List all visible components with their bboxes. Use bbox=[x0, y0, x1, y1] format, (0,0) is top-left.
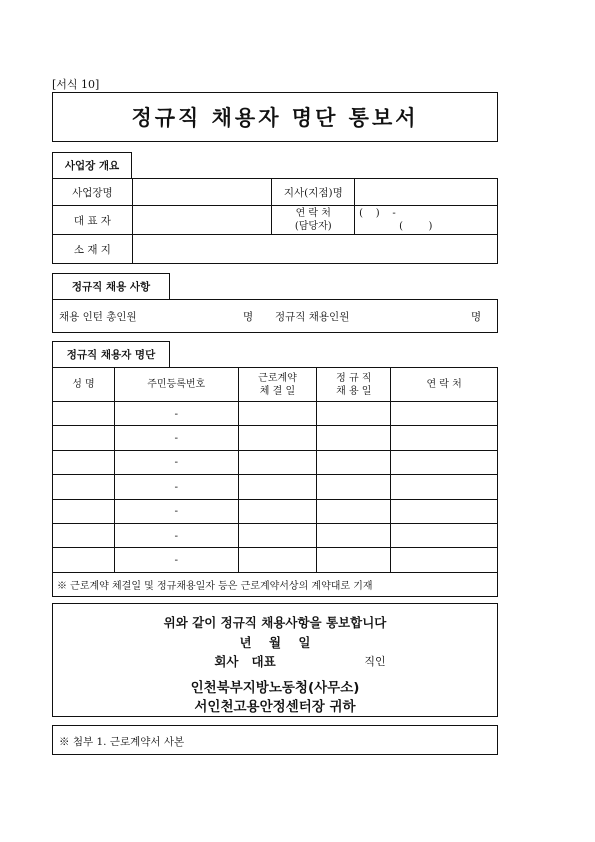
contact-cell[interactable] bbox=[391, 402, 498, 426]
contract-date-cell[interactable] bbox=[238, 523, 317, 547]
branch-name-field[interactable] bbox=[355, 179, 498, 206]
table-row bbox=[53, 402, 498, 426]
hire-date-cell[interactable] bbox=[317, 499, 391, 523]
name-cell[interactable] bbox=[53, 426, 115, 450]
contact-cell[interactable] bbox=[391, 523, 498, 547]
table-row bbox=[53, 499, 498, 523]
statement-text: 위와 같이 정규직 채용사항을 통보합니다 bbox=[163, 615, 387, 630]
representative-field[interactable] bbox=[132, 206, 272, 235]
workplace-table bbox=[52, 178, 498, 264]
table-row bbox=[53, 548, 498, 572]
form-number: [서식 10] bbox=[52, 78, 100, 91]
resident-number-cell[interactable]: - bbox=[114, 475, 238, 499]
statement-box bbox=[52, 603, 498, 717]
name-cell[interactable] bbox=[53, 523, 115, 547]
name-cell[interactable] bbox=[53, 475, 115, 499]
company-rep-label: 회사 대표 bbox=[214, 654, 276, 669]
contact-cell[interactable] bbox=[391, 450, 498, 474]
address-label: 소 재 지 bbox=[53, 235, 133, 264]
contact-label: 연 락 처 (담당자) bbox=[272, 206, 355, 235]
workplace-name-label: 사업장명 bbox=[53, 179, 133, 206]
hiring-row bbox=[53, 300, 498, 333]
roster-note: ※ 근로계약 체결일 및 정규채용일자 등은 근로계약서상의 계약대로 기재 bbox=[53, 572, 498, 596]
contact-person: ( ) bbox=[399, 221, 433, 232]
hire-date-cell[interactable] bbox=[317, 548, 391, 572]
attachment-note: ※ 첨부 1. 근로계약서 사본 bbox=[52, 725, 498, 755]
resident-number-cell[interactable]: - bbox=[114, 499, 238, 523]
intern-total-unit: 명 bbox=[243, 311, 254, 323]
branch-name-label: 지사(지점)명 bbox=[272, 179, 355, 206]
seal-label: 직인 bbox=[364, 655, 386, 668]
hire-date-cell[interactable] bbox=[317, 402, 391, 426]
col-name: 성 명 bbox=[53, 368, 115, 402]
hire-date-cell[interactable] bbox=[317, 475, 391, 499]
regular-hire-unit: 명 bbox=[471, 311, 482, 323]
contact-field[interactable] bbox=[355, 206, 498, 235]
workplace-name-field[interactable] bbox=[132, 179, 272, 206]
name-cell[interactable] bbox=[53, 548, 115, 572]
resident-number-cell[interactable]: - bbox=[114, 523, 238, 547]
section-workplace-heading: 사업장 개요 bbox=[52, 152, 132, 178]
contact-cell[interactable] bbox=[391, 475, 498, 499]
contact-cell[interactable] bbox=[391, 426, 498, 450]
hire-date-cell[interactable] bbox=[317, 450, 391, 474]
hire-date-cell[interactable] bbox=[317, 523, 391, 547]
section-roster-heading: 정규직 채용자 명단 bbox=[52, 341, 170, 367]
section-hiring-heading: 정규직 채용 사항 bbox=[52, 273, 170, 299]
contract-date-cell[interactable] bbox=[238, 426, 317, 450]
col-resident-number: 주민등록번호 bbox=[114, 368, 238, 402]
representative-label: 대 표 자 bbox=[53, 206, 133, 235]
contract-date-cell[interactable] bbox=[238, 475, 317, 499]
regular-hire-label: 정규직 채용인원 bbox=[275, 311, 350, 323]
table-row bbox=[53, 426, 498, 450]
intern-total-label: 채용 인턴 총인원 bbox=[59, 311, 137, 323]
col-contract-date: 근로계약 체 결 일 bbox=[238, 368, 317, 402]
document-title: 정규직 채용자 명단 통보서 bbox=[131, 106, 419, 130]
table-row bbox=[53, 450, 498, 474]
col-hire-date: 정 규 직 채 용 일 bbox=[317, 368, 391, 402]
hire-date-cell[interactable] bbox=[317, 426, 391, 450]
resident-number-cell[interactable]: - bbox=[114, 548, 238, 572]
contract-date-cell[interactable] bbox=[238, 402, 317, 426]
name-cell[interactable] bbox=[53, 499, 115, 523]
contact-cell[interactable] bbox=[391, 499, 498, 523]
recipient-office: 인천북부지방노동청(사무소) bbox=[190, 680, 360, 696]
contract-date-cell[interactable] bbox=[238, 499, 317, 523]
contract-date-cell[interactable] bbox=[238, 548, 317, 572]
statement-date: 년 월 일 bbox=[239, 635, 311, 650]
resident-number-cell[interactable]: - bbox=[114, 402, 238, 426]
name-cell[interactable] bbox=[53, 450, 115, 474]
contact-cell[interactable] bbox=[391, 548, 498, 572]
recipient-center: 서인천고용안정센터장 귀하 bbox=[194, 699, 356, 715]
contact-phone: ( ) - bbox=[359, 208, 396, 219]
name-cell[interactable] bbox=[53, 402, 115, 426]
resident-number-cell[interactable]: - bbox=[114, 450, 238, 474]
table-row bbox=[53, 475, 498, 499]
roster-table bbox=[52, 367, 498, 597]
title-box bbox=[52, 92, 498, 142]
address-field[interactable] bbox=[132, 235, 497, 264]
contract-date-cell[interactable] bbox=[238, 450, 317, 474]
col-contact: 연 락 처 bbox=[391, 368, 498, 402]
resident-number-cell[interactable]: - bbox=[114, 426, 238, 450]
table-row bbox=[53, 523, 498, 547]
hiring-table bbox=[52, 299, 498, 333]
